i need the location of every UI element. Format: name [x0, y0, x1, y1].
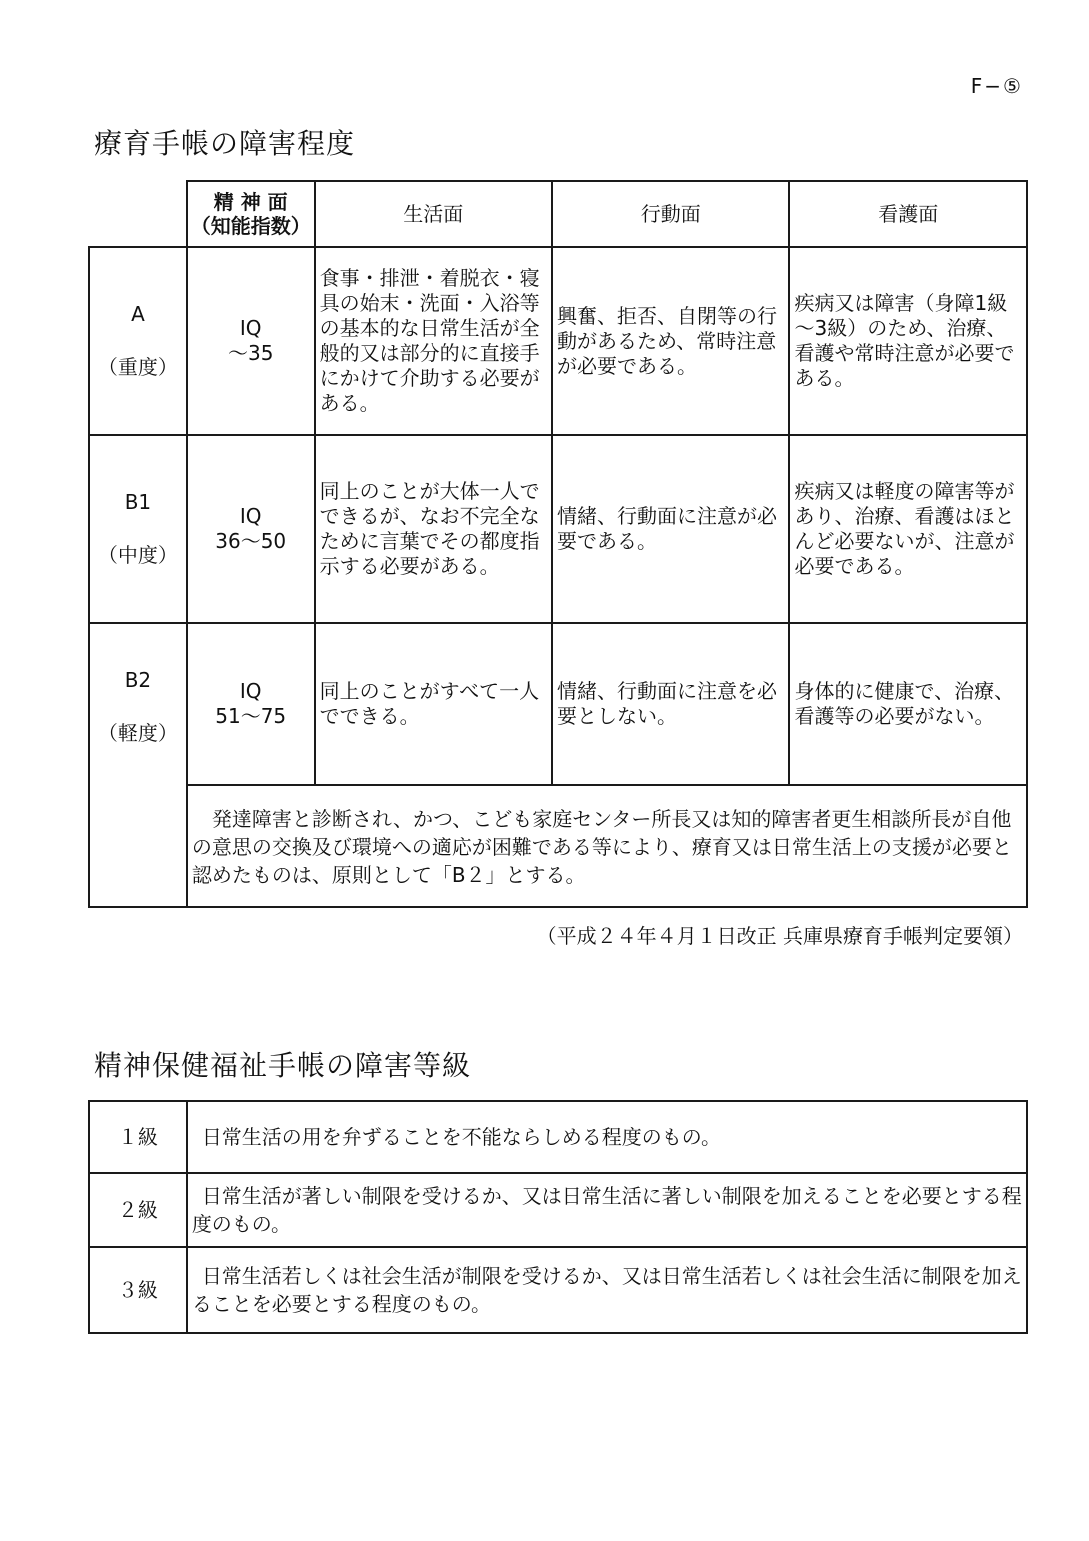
grade-code: B1 [124, 490, 152, 514]
iq-range: 36～50 [215, 529, 287, 553]
grade-cell [89, 623, 187, 907]
iq-cell [187, 435, 315, 623]
level-cell: ２級 [89, 1173, 187, 1247]
nursing-cell: 疾病又は障害（身障1級～3級）のため、治療、看護や常時注意が必要である。 [789, 247, 1027, 435]
grade-code: A [131, 302, 145, 326]
note-text: 発達障害と診断され、かつ、こども家庭センター所長又は知的障害者更生相談所長が自他の意思の交換及び環境への適応が困難である等により、療育又は日常生活上の支援が必要と認めたものは、原則として「B２」とする。 [191, 807, 1012, 887]
iq-range: 51～75 [215, 704, 287, 728]
grade-cell [89, 247, 187, 435]
table-row [89, 1247, 1027, 1333]
nursing-cell: 身体的に健康で、治療、看護等の必要がない。 [789, 623, 1027, 785]
header-behavior: 行動面 [552, 181, 789, 247]
ryoiku-title: 療育手帳の障害程度 [94, 127, 356, 160]
header-mental-line1: 精 神 面 [213, 190, 288, 214]
behavior-cell: 興奮、拒否、自閉等の行動があるため、常時注意が必要である。 [552, 247, 789, 435]
grade-cell [89, 435, 187, 623]
seishin-table [88, 1100, 1028, 1334]
grade-degree: （重度） [97, 355, 178, 379]
seishin-title: 精神保健福祉手帳の障害等級 [94, 1049, 472, 1082]
desc-cell [187, 1173, 1027, 1247]
desc-text: 日常生活の用を弁ずることを不能ならしめる程度のもの。 [201, 1125, 722, 1149]
ryoiku-table [88, 180, 1028, 908]
header-mental [187, 181, 315, 247]
header-nursing: 看護面 [789, 181, 1027, 247]
header-mental-line2: （知能指数） [190, 214, 311, 238]
note-cell [187, 785, 1027, 907]
desc-cell [187, 1101, 1027, 1173]
iq-label: IQ [239, 316, 262, 340]
table-row [89, 1173, 1027, 1247]
grade-degree: （軽度） [97, 721, 178, 745]
level-cell: １級 [89, 1101, 187, 1173]
level-cell: ３級 [89, 1247, 187, 1333]
iq-cell [187, 247, 315, 435]
note-row [89, 785, 1027, 907]
table-row [89, 435, 1027, 623]
desc-text: 日常生活が著しい制限を受けるか、又は日常生活に著しい制限を加えることを必要とする程度のもの。 [191, 1184, 1022, 1236]
life-cell: 同上のことがすべて一人でできる。 [315, 623, 552, 785]
behavior-cell: 情緒、行動面に注意を必要としない。 [552, 623, 789, 785]
life-cell: 同上のことが大体一人でできるが、なお不完全なために言葉でその都度指示する必要がある。 [315, 435, 552, 623]
iq-range: ～35 [227, 341, 274, 365]
table-row [89, 623, 1027, 785]
header-life: 生活面 [315, 181, 552, 247]
table-row [89, 247, 1027, 435]
source-citation: （平成２４年４月１日改正 兵庫県療育手帳判定要領） [536, 924, 1023, 948]
iq-label: IQ [239, 679, 262, 703]
iq-label: IQ [239, 504, 262, 528]
iq-cell [187, 623, 315, 785]
table-row [89, 1101, 1027, 1173]
grade-degree: （中度） [97, 543, 178, 567]
corner-cell [89, 181, 187, 247]
grade-code: B2 [124, 668, 152, 692]
behavior-cell: 情緒、行動面に注意が必要である。 [552, 435, 789, 623]
desc-text: 日常生活若しくは社会生活が制限を受けるか、又は日常生活若しくは社会生活に制限を加えることを必要とする程度のもの。 [191, 1264, 1022, 1316]
page-code: F−⑤ [970, 74, 1023, 98]
nursing-cell: 疾病又は軽度の障害等があり、治療、看護はほとんど必要ないが、注意が必要である。 [789, 435, 1027, 623]
header-row [89, 181, 1027, 247]
desc-cell [187, 1247, 1027, 1333]
life-cell: 食事・排泄・着脱衣・寝具の始末・洗面・入浴等の基本的な日常生活が全般的又は部分的に直接手にかけて介助する必要がある。 [315, 247, 552, 435]
